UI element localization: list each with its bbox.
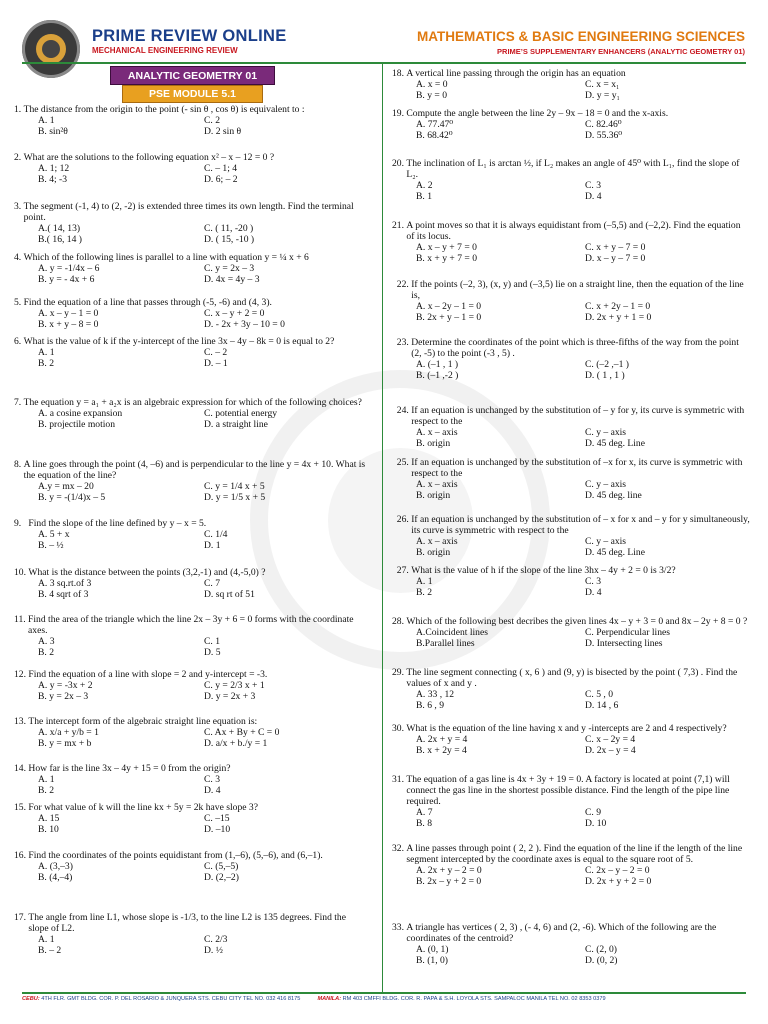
question-item <box>14 104 366 137</box>
answer-choice: D. ½ <box>204 945 223 956</box>
question-item <box>392 616 750 649</box>
answer-choice: D. 2x + y + 1 = 0 <box>585 312 652 323</box>
question-item <box>392 667 750 711</box>
question-item <box>14 763 366 796</box>
question-number: 18. <box>392 68 407 79</box>
header-brand-title: PRIME REVIEW ONLINE <box>92 27 287 45</box>
question-text: The distance from the origin to the point (- sin θ , cos θ) is equivalent to : <box>23 104 305 115</box>
answer-choice: D. sq rt of 51 <box>204 589 255 600</box>
footer-manila-address: RM 403 CMFFI BLDG. COR. R. PAPA & S.H. LOYOLA STS. SAMPALOC MANILA TEL NO. 02 8353 0379 <box>341 996 606 1002</box>
question-item <box>14 802 366 835</box>
answer-choice: A. (0, 1) <box>416 944 449 955</box>
answer-choice: D. y = 1/5 x + 5 <box>204 492 266 503</box>
answer-choice: C. ( 11, -20 ) <box>204 223 254 234</box>
question-item <box>14 252 366 285</box>
answer-choice: A. x – axis <box>416 479 458 490</box>
question-number: 15. <box>14 802 29 813</box>
question-text: The equation y = a₁ + a₂x is an algebraic expression for which of the following choices? <box>23 397 362 408</box>
question-item <box>14 336 366 369</box>
answer-choice: D. 5 <box>204 647 221 658</box>
answer-choice: C. 3 <box>204 774 220 785</box>
answer-choice: B. 2 <box>38 358 54 369</box>
answer-choice: A. 1 <box>416 576 433 587</box>
answer-choice: C. 82.46⁰ <box>585 119 622 130</box>
answer-choice: D. 2x + y + 2 = 0 <box>585 876 652 887</box>
answer-choice: C. 7 <box>204 578 220 589</box>
answer-choice: C. – 1; 4 <box>204 163 238 174</box>
answer-choice: A. y = -1/4x – 6 <box>38 263 100 274</box>
answer-choice: B. 6 , 9 <box>416 700 444 711</box>
answer-choice: A. 1 <box>38 115 55 126</box>
question-item <box>14 518 366 551</box>
question-item <box>14 912 366 956</box>
answer-choice: C. potential energy <box>204 408 278 419</box>
question-number: 5. <box>14 297 24 308</box>
question-text: If an equation is unchanged by the substitution of – x for x and – y for y simultaneously, its curve is symmetric with respect to the <box>411 514 750 536</box>
question-number: 10. <box>14 567 29 578</box>
question-item <box>392 774 750 829</box>
question-number: 30. <box>392 723 407 734</box>
answer-choice: A.y = mx – 20 <box>38 481 94 492</box>
question-text: What is the equation of the line having x and y -intercepts are 2 and 4 respectively? <box>406 723 727 734</box>
answer-choice: C. x – 2y = 4 <box>585 734 636 745</box>
footer-divider <box>22 992 746 994</box>
question-item <box>392 922 750 966</box>
answer-choice: A. 3 sq.rt.of 3 <box>38 578 92 589</box>
question-text: What is the value of h if the slope of the line 3hx – 4y + 2 = 0 is 3/2? <box>411 565 676 576</box>
question-text: Which of the following lines is parallel to a line with equation y = ¼ x + 6 <box>23 252 309 263</box>
answer-choice: D. – 1 <box>204 358 228 369</box>
answer-choice: D. ( 1 , 1 ) <box>585 370 625 381</box>
answer-choice: D. 45 deg. line <box>585 490 642 501</box>
question-number: 21. <box>392 220 407 231</box>
answer-choice: C. (5,–5) <box>204 861 239 872</box>
question-text: A line goes through the point (4, –6) and is perpendicular to the line y = 4x + 10. What is the equation of the line? <box>23 459 366 481</box>
answer-choice: C. x + 2y – 1 = 0 <box>585 301 651 312</box>
question-text: Determine the coordinates of the point which is three-fifths of the way from the point (2, -5) to the point (-3 , 5) . <box>411 337 739 359</box>
answer-choice: A. x – y + 7 = 0 <box>416 242 477 253</box>
answer-choice: C. (2, 0) <box>585 944 617 955</box>
question-text: The inclination of L₁ is arctan ½, if L₂ makes an angle of 45⁰ with L₁, find the slope of L₂. <box>406 158 740 180</box>
question-number: 2. <box>14 152 24 163</box>
answer-choice: C. 1 <box>204 636 220 647</box>
answer-choice: B. 2 <box>38 785 54 796</box>
answer-choice: C. – 2 <box>204 347 228 358</box>
module-title: ANALYTIC GEOMETRY 01 <box>110 66 275 85</box>
answer-choice: D. 4 <box>585 191 602 202</box>
answer-choice: B. origin <box>416 490 451 501</box>
footer-manila-label: MANILA: <box>317 996 342 1002</box>
answer-choice: D. Intersecting lines <box>585 638 663 649</box>
answer-choice: D. x – y – 7 = 0 <box>585 253 646 264</box>
answer-choice: B.( 16, 14 ) <box>38 234 82 245</box>
answer-choice: A. 7 <box>416 807 433 818</box>
answer-choice: B. 2 <box>416 587 432 598</box>
question-number: 24. <box>392 405 412 416</box>
answer-choice: A. x – axis <box>416 427 458 438</box>
answer-choice: A. a cosine expansion <box>38 408 123 419</box>
answer-choice: B. x + y – 8 = 0 <box>38 319 99 330</box>
answer-choice: D. 2 sin θ <box>204 126 242 137</box>
question-text: The equation of a gas line is 4x + 3y + 19 = 0. A factory is located at point (7,1) will connect the gas line in the shortest possible distance. Find the length of the pipe line required. <box>406 774 730 807</box>
answer-choice: D. 4x = 4y – 3 <box>204 274 260 285</box>
question-number: 19. <box>392 108 407 119</box>
question-item <box>392 565 750 598</box>
answer-choice: A. 15 <box>38 813 60 824</box>
question-item <box>392 108 750 141</box>
question-text: What is the value of k if the y-intercept of the line 3x – 4y – 8k = 0 is equal to 2? <box>23 336 335 347</box>
question-item <box>392 457 750 501</box>
column-divider <box>382 64 383 992</box>
question-number: 6. <box>14 336 24 347</box>
answer-choice: B. y = - 4x + 6 <box>38 274 95 285</box>
footer-cebu-label: CEBU: <box>22 996 40 1002</box>
answer-choice: D. 45 deg. Line <box>585 547 645 558</box>
question-item <box>392 279 750 323</box>
answer-choice: A. 2x + y = 4 <box>416 734 468 745</box>
answer-choice: A. x – axis <box>416 536 458 547</box>
question-item <box>14 201 366 245</box>
question-text: A vertical line passing through the origin has an equation <box>406 68 626 79</box>
question-item <box>14 716 366 749</box>
answer-choice: D. 4 <box>585 587 602 598</box>
answer-choice: B.Parallel lines <box>416 638 475 649</box>
answer-choice: B. origin <box>416 547 451 558</box>
answer-choice: B. origin <box>416 438 451 449</box>
answer-choice: A. 5 + x <box>38 529 70 540</box>
question-number: 31. <box>392 774 407 785</box>
answer-choice: A. (3,–3) <box>38 861 73 872</box>
question-number: 20. <box>392 158 407 169</box>
question-text: A point moves so that it is always equidistant from (–5,5) and (–2,2). Find the equation of its locus. <box>406 220 741 242</box>
answer-choice: C. 5 , 0 <box>585 689 613 700</box>
answer-choice: B. sin²θ <box>38 126 68 137</box>
question-text: Find the equation of a line with slope = 2 and y-intercept = -3. <box>28 669 268 680</box>
answer-choice: A. y = -3x + 2 <box>38 680 93 691</box>
answer-choice: C. y – axis <box>585 536 627 547</box>
answer-choice: D. (0, 2) <box>585 955 618 966</box>
answer-choice: A. 1 <box>38 347 55 358</box>
answer-choice: C. 2/3 <box>204 934 228 945</box>
answer-choice: C. y – axis <box>585 427 627 438</box>
question-number: 28. <box>392 616 407 627</box>
question-item <box>14 614 366 658</box>
answer-choice: C. 9 <box>585 807 601 818</box>
question-text: If the points (–2, 3), (x, y) and (–3,5) lie on a straight line, then the equation of the line is, <box>411 279 744 301</box>
answer-choice: B. 10 <box>38 824 59 835</box>
answer-choice: A. 3 <box>38 636 55 647</box>
answer-choice: C. Perpendicular lines <box>585 627 670 638</box>
answer-choice: D. a straight line <box>204 419 268 430</box>
answer-choice: C. Ax + By + C = 0 <box>204 727 280 738</box>
question-item <box>392 723 750 756</box>
question-number: 12. <box>14 669 29 680</box>
answer-choice: B. (4,–4) <box>38 872 73 883</box>
question-text: A triangle has vertices ( 2, 3) , (- 4, 6) and (2, -6). Which of the following are the coordinates of the centroid? <box>406 922 717 944</box>
answer-choice: B. – 2 <box>38 945 62 956</box>
question-text: The intercept form of the algebraic straight line equation is: <box>28 716 258 727</box>
answer-choice: C. y = 2/3 x + 1 <box>204 680 265 691</box>
answer-choice: C. 1/4 <box>204 529 228 540</box>
question-number: 29. <box>392 667 407 678</box>
answer-choice: B. y = 2x – 3 <box>38 691 89 702</box>
question-text: For what value of k will the line kx + 5y = 2k have slope 3? <box>28 802 258 813</box>
answer-choice: B. projectile motion <box>38 419 116 430</box>
question-number: 3. <box>14 201 24 212</box>
header-divider <box>22 62 746 64</box>
answer-choice: B. 1 <box>416 191 432 202</box>
question-text: If an equation is unchanged by the substitution of – y for y, its curve is symmetric with respect to the <box>411 405 745 427</box>
answer-choice: B. 4 sqrt of 3 <box>38 589 89 600</box>
question-text: How far is the line 3x – 4y + 15 = 0 from the origin? <box>28 763 231 774</box>
answer-choice: A. x/a + y/b = 1 <box>38 727 99 738</box>
answer-choice: D. 4 <box>204 785 221 796</box>
answer-choice: C. 2x – y – 2 = 0 <box>585 865 650 876</box>
question-text: Find the coordinates of the points equidistant from (1,–6), (5,–6), and (6,–1). <box>28 850 323 861</box>
question-text: Find the equation of a line that passes through (-5, -6) and (4, 3). <box>23 297 272 308</box>
question-item <box>14 567 366 600</box>
question-item <box>14 297 366 330</box>
question-text: The angle from line L1, whose slope is -1/3, to the line L2 is 135 degrees. Find the slope of L2. <box>28 912 346 934</box>
answer-choice: A. 77.47⁰ <box>416 119 454 130</box>
question-number: 22. <box>392 279 412 290</box>
question-number: 9. <box>14 518 29 529</box>
footer-addresses <box>22 996 746 1002</box>
answer-choice: A. 33 , 12 <box>416 689 455 700</box>
question-number: 17. <box>14 912 29 923</box>
answer-choice: B. x + 2y = 4 <box>416 745 467 756</box>
answer-choice: D. - 2x + 3y – 10 = 0 <box>204 319 285 330</box>
module-number: PSE MODULE 5.1 <box>122 85 263 103</box>
question-number: 7. <box>14 397 24 408</box>
answer-choice: B. y = -(1/4)x – 5 <box>38 492 106 503</box>
question-item <box>14 850 366 883</box>
question-text: Which of the following best decribes the given lines 4x – y + 3 = 0 and 8x – 2y + 8 = 0 ? <box>406 616 748 627</box>
question-item <box>392 220 750 264</box>
answer-choice: B. 8 <box>416 818 432 829</box>
question-number: 32. <box>392 843 407 854</box>
header-subject-title: MATHEMATICS & BASIC ENGINEERING SCIENCES <box>416 29 745 44</box>
answer-choice: D. 55.36⁰ <box>585 130 623 141</box>
answer-choice: D. ( 15, -10 ) <box>204 234 255 245</box>
answer-choice: C. 3 <box>585 180 601 191</box>
question-text: What is the distance between the points (3,2,-1) and (4,-5,0) ? <box>28 567 266 578</box>
question-text: A line passes through point ( 2, 2 ). Find the equation of the line if the length of the line segment intercepted by the coordinate axes is equal to the square root of 5. <box>406 843 743 865</box>
answer-choice: A. 2 <box>416 180 433 191</box>
question-number: 4. <box>14 252 24 263</box>
answer-choice: C. y = 1/4 x + 5 <box>204 481 265 492</box>
question-item <box>392 514 750 558</box>
footer-cebu-address: 4TH FLR. GMT BLDG. COR. P. DEL ROSARIO & JUNQUERA STS. CEBU CITY TEL NO. 032 416 8175 <box>39 996 301 1002</box>
answer-choice: D. a/x + b./y = 1 <box>204 738 268 749</box>
prime-logo-icon <box>22 20 80 78</box>
question-text: The segment (-1, 4) to (2, -2) is extended three times its own length. Find the terminal point. <box>23 201 354 223</box>
answer-choice: D. 45 deg. Line <box>585 438 645 449</box>
question-number: 23. <box>392 337 412 348</box>
question-number: 13. <box>14 716 29 727</box>
question-number: 27. <box>392 565 412 576</box>
answer-choice: B. – ½ <box>38 540 64 551</box>
answer-choice: A. 2x + y – 2 = 0 <box>416 865 482 876</box>
answer-choice: A. x – 2y – 1 = 0 <box>416 301 482 312</box>
answer-choice: D. 2x – y = 4 <box>585 745 636 756</box>
answer-choice: A. (–1 , 1 ) <box>416 359 459 370</box>
answer-choice: C. –15 <box>204 813 230 824</box>
question-item <box>14 669 366 702</box>
question-text: Find the slope of the line defined by y – x = 5. <box>28 518 207 529</box>
question-number: 14. <box>14 763 29 774</box>
question-item <box>14 152 366 185</box>
answer-choice: B. 4; -3 <box>38 174 68 185</box>
question-number: 26. <box>392 514 412 525</box>
answer-choice: C. 2 <box>204 115 220 126</box>
question-item <box>392 337 750 381</box>
question-item <box>392 68 750 101</box>
answer-choice: D. y = 2x + 3 <box>204 691 256 702</box>
question-number: 1. <box>14 104 24 115</box>
answer-choice: C. x = x₁ <box>585 79 620 90</box>
header-subject-subtitle: PRIME’S SUPPLEMENTARY ENHANCERS (ANALYTIC GEOMETRY 01) <box>497 47 745 56</box>
answer-choice: A.( 14, 13) <box>38 223 81 234</box>
answer-choice: A. x = 0 <box>416 79 448 90</box>
answer-choice: D. –10 <box>204 824 231 835</box>
question-number: 25. <box>392 457 412 468</box>
answer-choice: D. 14 , 6 <box>585 700 619 711</box>
answer-choice: B. 68.42⁰ <box>416 130 453 141</box>
answer-choice: A. 1 <box>38 934 55 945</box>
answer-choice: B. 2x + y – 1 = 0 <box>416 312 482 323</box>
question-item <box>392 158 750 202</box>
answer-choice: B. 2 <box>38 647 54 658</box>
question-text: Compute the angle between the line 2y – 9x – 18 = 0 and the x-axis. <box>406 108 669 119</box>
answer-choice: B. y = mx + b <box>38 738 92 749</box>
question-item <box>14 397 366 430</box>
question-item <box>14 459 366 503</box>
answer-choice: B. 2x – y + 2 = 0 <box>416 876 482 887</box>
question-text: The line segment connecting ( x, 6 ) and (9, y) is bisected by the point ( 7,3) . Find the values of x and y . <box>406 667 738 689</box>
answer-choice: D. y = y₁ <box>585 90 620 101</box>
answer-choice: B. (–1 ,-2 ) <box>416 370 459 381</box>
answer-choice: A. x – y – 1 = 0 <box>38 308 99 319</box>
question-item <box>392 843 750 887</box>
answer-choice: D. 1 <box>204 540 221 551</box>
question-item <box>392 405 750 449</box>
answer-choice: C. (–2 ,–1 ) <box>585 359 629 370</box>
question-number: 33. <box>392 922 407 933</box>
answer-choice: C. y = 2x – 3 <box>204 263 255 274</box>
answer-choice: C. x + y – 7 = 0 <box>585 242 646 253</box>
answer-choice: A. 1; 12 <box>38 163 70 174</box>
answer-choice: A. 1 <box>38 774 55 785</box>
answer-choice: B. x + y + 7 = 0 <box>416 253 478 264</box>
question-text: If an equation is unchanged by the substitution of –x for x, its curve is symmetric with respect to the <box>411 457 743 479</box>
answer-choice: B. (1, 0) <box>416 955 448 966</box>
answer-choice: C. y – axis <box>585 479 627 490</box>
header-brand-subtitle: MECHANICAL ENGINEERING REVIEW <box>92 46 238 55</box>
answer-choice: C. x – y + 2 = 0 <box>204 308 265 319</box>
answer-choice: D. (2,–2) <box>204 872 239 883</box>
question-number: 16. <box>14 850 29 861</box>
question-number: 8. <box>14 459 24 470</box>
answer-choice: C. 3 <box>585 576 601 587</box>
module-box <box>110 66 275 103</box>
answer-choice: D. 6; – 2 <box>204 174 238 185</box>
question-text: Find the area of the triangle which the line 2x – 3y + 6 = 0 forms with the coordinate axes. <box>28 614 354 636</box>
answer-choice: B. y = 0 <box>416 90 447 101</box>
answer-choice: A.Coincident lines <box>416 627 488 638</box>
question-text: What are the solutions to the following equation x² – x – 12 = 0 ? <box>23 152 275 163</box>
answer-choice: D. 10 <box>585 818 607 829</box>
question-number: 11. <box>14 614 29 625</box>
